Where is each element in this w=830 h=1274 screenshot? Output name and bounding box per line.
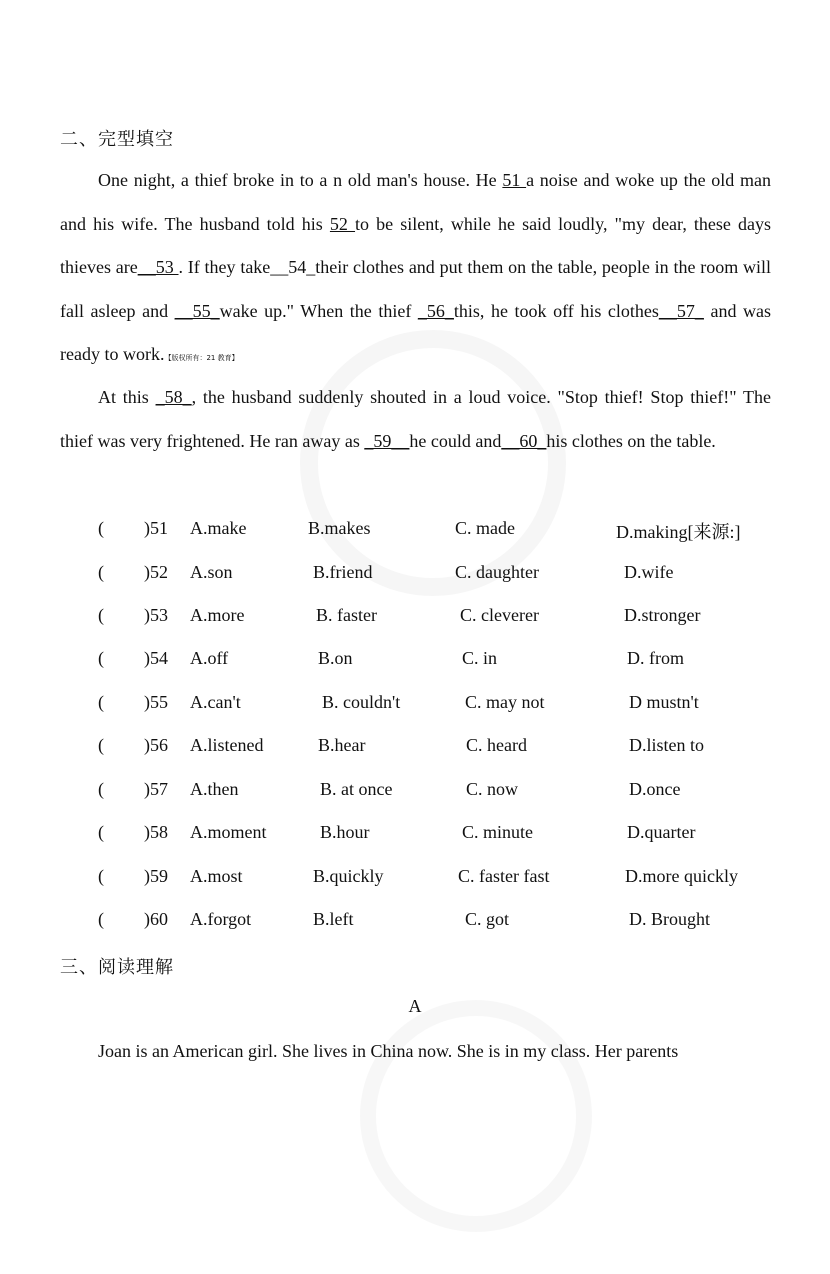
- text: At this: [98, 387, 156, 407]
- option-b: B.hear: [318, 735, 366, 755]
- option-d: D.once: [629, 779, 681, 799]
- option-d: D mustn't: [629, 692, 699, 712]
- blank-53: __53: [137, 257, 179, 278]
- blank-51: 51: [502, 170, 527, 190]
- option-b: B. couldn't: [322, 692, 401, 712]
- question-row: [0, 866, 830, 896]
- question-row: [0, 648, 830, 678]
- option-a: A.then: [190, 779, 239, 799]
- question-row: [0, 735, 830, 765]
- option-b: B.makes: [308, 518, 371, 538]
- question-number: )56: [144, 735, 168, 755]
- option-b: B. faster: [316, 605, 377, 625]
- cloze-paragraph-1: [60, 159, 771, 381]
- blank-57: __57_: [658, 300, 704, 321]
- blank-55: __55_: [174, 300, 220, 321]
- option-d: D.making[来源:]: [616, 522, 741, 542]
- blank-59: _59__: [364, 430, 410, 451]
- question-number: )57: [144, 779, 168, 799]
- option-d: D.listen to: [629, 735, 704, 755]
- cloze-paragraph-2: [60, 376, 771, 463]
- option-c: C. now: [466, 779, 519, 799]
- question-number: )59: [144, 866, 168, 886]
- option-b: B.left: [313, 909, 354, 929]
- option-c: C. cleverer: [460, 605, 539, 625]
- option-c: C. daughter: [455, 562, 539, 582]
- option-b: B.hour: [320, 822, 370, 842]
- reading-paragraph: Joan is an American girl. She lives in China now. She is in my class. Her parents: [98, 1041, 679, 1061]
- option-d: D.quarter: [627, 822, 696, 842]
- option-b: B.on: [318, 648, 353, 668]
- option-b: B. at once: [320, 779, 393, 799]
- question-row: [0, 562, 830, 592]
- answer-paren: (: [98, 692, 104, 712]
- option-a: A.son: [190, 562, 233, 582]
- text: he could and: [409, 430, 502, 451]
- question-row: [0, 909, 830, 939]
- answer-paren: (: [98, 648, 104, 668]
- option-d: D. from: [627, 648, 684, 668]
- question-number: )58: [144, 822, 168, 842]
- text: . If they take__54_their clothes and put them on the table, people in the room will fall asleep and: [60, 257, 771, 321]
- blank-52: 52: [329, 213, 356, 234]
- option-c: C. may not: [465, 692, 545, 712]
- text: One night, a thief broke in to a n old man's house. He: [98, 170, 503, 190]
- answer-paren: (: [98, 822, 104, 842]
- question-row: [0, 779, 830, 809]
- option-c: C. got: [465, 909, 510, 929]
- option-d: D. Brought: [629, 909, 710, 929]
- question-number: )54: [144, 648, 168, 668]
- option-d: D.stronger: [624, 605, 701, 625]
- option-a: A.more: [190, 605, 245, 625]
- option-a: A.listened: [190, 735, 264, 755]
- answer-paren: (: [98, 866, 104, 886]
- section-title-cloze: 二、完型填空: [60, 129, 174, 150]
- option-a: A.off: [190, 648, 229, 668]
- blank-56: _56_: [417, 300, 454, 321]
- blank-60: __60_: [501, 430, 547, 451]
- blank-58: _58_: [155, 387, 192, 407]
- answer-paren: (: [98, 518, 104, 538]
- option-b: B.quickly: [313, 866, 384, 886]
- option-d: D.more quickly: [625, 866, 738, 886]
- question-row: [0, 692, 830, 722]
- answer-paren: (: [98, 909, 104, 929]
- question-row: [0, 605, 830, 635]
- option-c: C. faster fast: [458, 866, 550, 886]
- question-number: )55: [144, 692, 168, 712]
- question-number: )51: [144, 518, 168, 538]
- option-c: C. heard: [466, 735, 527, 755]
- question-row: [0, 518, 830, 548]
- option-a: A.forgot: [190, 909, 252, 929]
- option-b: B.friend: [313, 562, 373, 582]
- text: to be silent, while he said loudly, "my dear, these days thieves are: [60, 213, 772, 278]
- answer-paren: (: [98, 605, 104, 625]
- copyright-note: 【版权所有：21 教育】: [164, 354, 239, 363]
- option-a: A.moment: [190, 822, 267, 842]
- option-d: D.wife: [624, 562, 674, 582]
- section-title-reading: 三、阅读理解: [60, 957, 174, 978]
- text: and was ready to work.: [60, 300, 771, 365]
- question-row: [0, 822, 830, 852]
- option-c: C. made: [455, 518, 515, 538]
- question-number: )52: [144, 562, 168, 582]
- option-c: C. minute: [462, 822, 533, 842]
- text: a noise and woke up the old man and his wife. The husband told his: [60, 170, 771, 234]
- option-a: A.most: [190, 866, 243, 886]
- answer-paren: (: [98, 562, 104, 582]
- text: , the husband suddenly shouted in a loud voice. "Stop thief! Stop thief!" The thief was very frightened. He ran away as: [60, 387, 771, 451]
- option-a: A.make: [190, 518, 247, 538]
- text: wake up." When the thief: [219, 300, 418, 321]
- question-number: )53: [144, 605, 168, 625]
- question-number: )60: [144, 909, 168, 929]
- text: his clothes on the table.: [546, 430, 716, 451]
- passage-letter: A: [408, 996, 422, 1016]
- answer-paren: (: [98, 779, 104, 799]
- option-a: A.can't: [190, 692, 241, 712]
- option-c: C. in: [462, 648, 498, 668]
- text: this, he took off his clothes: [453, 300, 659, 321]
- answer-paren: (: [98, 735, 104, 755]
